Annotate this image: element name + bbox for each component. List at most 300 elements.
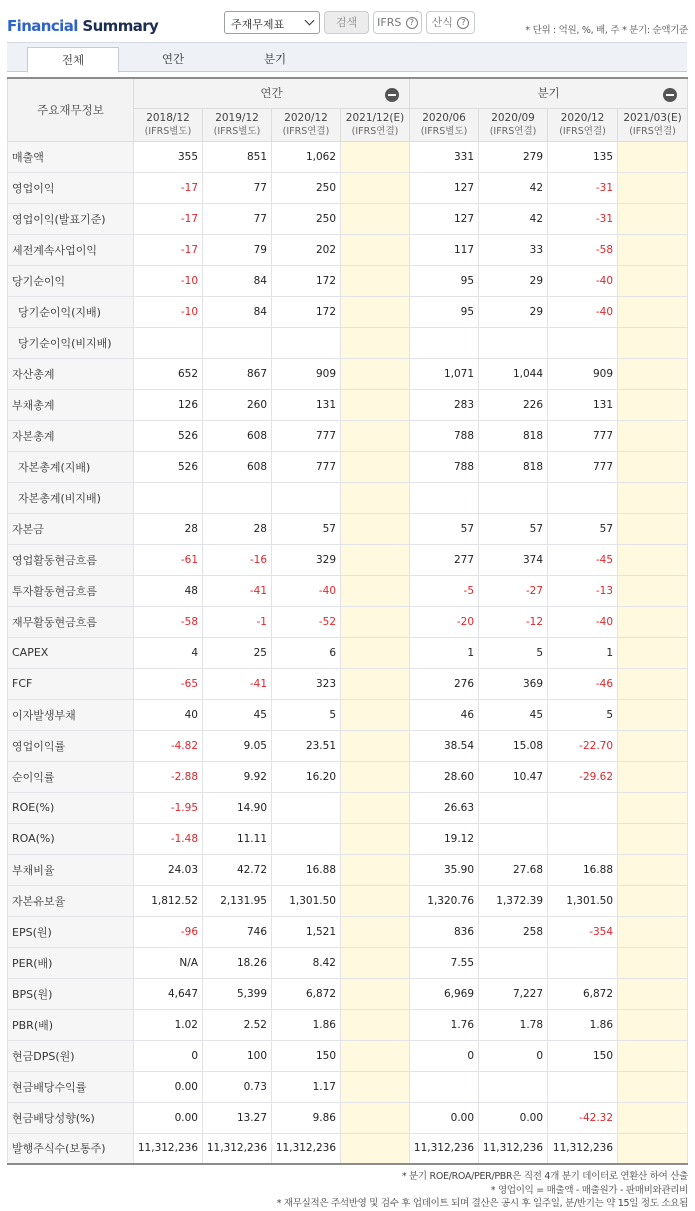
value-cell (341, 420, 410, 451)
row-label: 영업이익 (8, 172, 134, 203)
period-header (203, 108, 272, 141)
table-row (8, 1040, 688, 1071)
statement-type-value: 주재무제표 (231, 18, 285, 31)
table-row (8, 885, 688, 916)
quarter-group-label: 분기 (537, 86, 560, 101)
value-cell (618, 1133, 688, 1164)
value-cell: 28.60 (410, 761, 479, 792)
value-cell (341, 947, 410, 978)
value-cell: 1,044 (479, 358, 548, 389)
value-cell: 5,399 (203, 978, 272, 1009)
value-cell (618, 265, 688, 296)
period-tabs (7, 42, 687, 72)
value-cell (479, 482, 548, 513)
value-cell (272, 327, 341, 358)
value-cell: 526 (134, 420, 203, 451)
value-cell: 18.26 (203, 947, 272, 978)
value-cell: 7.55 (410, 947, 479, 978)
value-cell (618, 203, 688, 234)
value-cell: 608 (203, 420, 272, 451)
value-cell (341, 761, 410, 792)
row-label: PBR(배) (8, 1009, 134, 1040)
value-cell (203, 327, 272, 358)
value-cell: 851 (203, 141, 272, 172)
value-cell (548, 947, 618, 978)
value-cell (341, 1102, 410, 1133)
period-basis: (IFRS연결) (629, 125, 676, 137)
value-cell: 652 (134, 358, 203, 389)
value-cell: 1 (410, 637, 479, 668)
period-basis: (IFRS연결) (559, 125, 606, 137)
period-label: 2021/03(E) (623, 111, 682, 124)
value-cell: -45 (548, 544, 618, 575)
value-cell: 5 (479, 637, 548, 668)
statement-type-select[interactable] (224, 11, 320, 34)
value-cell: -4.82 (134, 730, 203, 761)
value-cell (341, 389, 410, 420)
value-cell: 1.86 (272, 1009, 341, 1040)
value-cell (548, 327, 618, 358)
value-cell: 1,372.39 (479, 885, 548, 916)
value-cell: 27.68 (479, 854, 548, 885)
value-cell (410, 1071, 479, 1102)
value-cell: 777 (272, 420, 341, 451)
value-cell: 818 (479, 451, 548, 482)
tab-annual[interactable]: 연간 (161, 52, 185, 66)
value-cell: 95 (410, 265, 479, 296)
value-cell (341, 668, 410, 699)
value-cell: 46 (410, 699, 479, 730)
value-cell: 33 (479, 234, 548, 265)
value-cell: 4,647 (134, 978, 203, 1009)
value-cell (548, 823, 618, 854)
value-cell: 11,312,236 (479, 1133, 548, 1164)
value-cell: 788 (410, 420, 479, 451)
row-label: 당기순이익(지배) (8, 296, 134, 327)
value-cell: 84 (203, 265, 272, 296)
value-cell: 16.88 (272, 854, 341, 885)
period-label: 2018/12 (146, 111, 190, 124)
chevron-down-icon (305, 16, 315, 26)
value-cell: 0.00 (410, 1102, 479, 1133)
value-cell: 818 (479, 420, 548, 451)
value-cell: 1.76 (410, 1009, 479, 1040)
value-cell: -40 (548, 296, 618, 327)
value-cell: -10 (134, 296, 203, 327)
value-cell (341, 141, 410, 172)
value-cell: 100 (203, 1040, 272, 1071)
row-label: 세전계속사업이익 (8, 234, 134, 265)
value-cell (341, 544, 410, 575)
value-cell: -96 (134, 916, 203, 947)
value-cell (341, 885, 410, 916)
period-basis: (IFRS별도) (420, 125, 468, 137)
value-cell (618, 854, 688, 885)
table-row (8, 358, 688, 389)
value-cell: -5 (410, 575, 479, 606)
value-cell: -65 (134, 668, 203, 699)
value-cell: -41 (203, 668, 272, 699)
value-cell (341, 606, 410, 637)
value-cell: -20 (410, 606, 479, 637)
value-cell: 1.17 (272, 1071, 341, 1102)
table-row (8, 265, 688, 296)
value-cell: -52 (272, 606, 341, 637)
value-cell (341, 513, 410, 544)
value-cell: 0 (410, 1040, 479, 1071)
value-cell (618, 730, 688, 761)
period-header (618, 108, 688, 141)
value-cell (341, 296, 410, 327)
table-row (8, 1133, 688, 1164)
table-row (8, 451, 688, 482)
table-row (8, 1071, 688, 1102)
period-label: 2020/06 (422, 111, 466, 124)
value-cell: 42.72 (203, 854, 272, 885)
value-cell: 117 (410, 234, 479, 265)
value-cell: 0.00 (479, 1102, 548, 1133)
value-cell (618, 451, 688, 482)
value-cell (479, 1071, 548, 1102)
value-cell: 867 (203, 358, 272, 389)
value-cell: -22.70 (548, 730, 618, 761)
ifrs-help-button[interactable] (373, 11, 422, 34)
value-cell: 1,812.52 (134, 885, 203, 916)
value-cell: -40 (272, 575, 341, 606)
value-cell (341, 1133, 410, 1164)
table-row (8, 854, 688, 885)
row-label: EPS(원) (8, 916, 134, 947)
value-cell (618, 1040, 688, 1071)
value-cell: 11,312,236 (548, 1133, 618, 1164)
value-cell: 5 (548, 699, 618, 730)
value-cell: 277 (410, 544, 479, 575)
value-cell (618, 327, 688, 358)
value-cell: -46 (548, 668, 618, 699)
corner-header: 주요재무정보 (8, 78, 134, 141)
row-label: 부채비율 (8, 854, 134, 885)
annual-group-label: 연간 (260, 86, 283, 101)
table-row (8, 916, 688, 947)
row-label: BPS(원) (8, 978, 134, 1009)
value-cell: 42 (479, 172, 548, 203)
value-cell (618, 420, 688, 451)
value-cell: 202 (272, 234, 341, 265)
value-cell: 258 (479, 916, 548, 947)
row-label: 자본유보율 (8, 885, 134, 916)
footnote: * 영업이익 = 매출액 - 매출원가 - 판매비와관리비 (490, 1184, 688, 1196)
row-label: 이자발생부채 (8, 699, 134, 730)
tab-quarterly[interactable]: 분기 (263, 52, 287, 66)
footnote: * 재무실적은 주석반영 및 검수 후 업데이트 되며 결산은 공시 후 일주일, 분/반기는 약 15일 정도 소요됨 (276, 1198, 688, 1209)
value-cell (548, 1071, 618, 1102)
table-row (8, 947, 688, 978)
table-row (8, 606, 688, 637)
value-cell: 9.05 (203, 730, 272, 761)
table-row (8, 296, 688, 327)
value-cell: -58 (134, 606, 203, 637)
row-label: 매출액 (8, 141, 134, 172)
value-cell: 84 (203, 296, 272, 327)
value-cell (341, 575, 410, 606)
value-cell: 0 (134, 1040, 203, 1071)
value-cell: 16.20 (272, 761, 341, 792)
table-row (8, 699, 688, 730)
value-cell: -61 (134, 544, 203, 575)
value-cell: 11,312,236 (203, 1133, 272, 1164)
value-cell: 9.92 (203, 761, 272, 792)
value-cell: 150 (548, 1040, 618, 1071)
table-row (8, 327, 688, 358)
value-cell: 45 (479, 699, 548, 730)
value-cell (341, 730, 410, 761)
value-cell (341, 978, 410, 1009)
table-row (8, 172, 688, 203)
financial-summary-table (7, 77, 688, 1165)
value-cell: 5 (272, 699, 341, 730)
value-cell: 1,071 (410, 358, 479, 389)
ifrs-label: IFRS (377, 16, 402, 29)
value-cell: 150 (272, 1040, 341, 1071)
value-cell: 1.78 (479, 1009, 548, 1040)
value-cell: -12 (479, 606, 548, 637)
value-cell: -354 (548, 916, 618, 947)
value-cell: 29 (479, 265, 548, 296)
value-cell (134, 327, 203, 358)
value-cell: -29.62 (548, 761, 618, 792)
value-cell: 6,872 (272, 978, 341, 1009)
value-cell: 79 (203, 234, 272, 265)
value-cell: 1 (548, 637, 618, 668)
value-cell: 323 (272, 668, 341, 699)
table-body (8, 141, 688, 1164)
table-row (8, 482, 688, 513)
top-bar (0, 0, 695, 42)
period-basis: (IFRS별도) (144, 125, 192, 137)
value-cell (341, 234, 410, 265)
value-cell: 909 (272, 358, 341, 389)
value-cell: -27 (479, 575, 548, 606)
collapse-quarter-icon[interactable] (663, 88, 677, 102)
value-cell: 2.52 (203, 1009, 272, 1040)
value-cell (479, 947, 548, 978)
value-cell: 1,320.76 (410, 885, 479, 916)
value-cell (618, 947, 688, 978)
row-label: 현금배당성향(%) (8, 1102, 134, 1133)
value-cell (272, 792, 341, 823)
row-label: 당기순이익 (8, 265, 134, 296)
value-cell: 77 (203, 203, 272, 234)
value-cell (479, 823, 548, 854)
table-row (8, 513, 688, 544)
value-cell: 57 (272, 513, 341, 544)
value-cell: 95 (410, 296, 479, 327)
row-label: ROE(%) (8, 792, 134, 823)
value-cell (341, 1071, 410, 1102)
value-cell: 57 (548, 513, 618, 544)
value-cell (618, 885, 688, 916)
value-cell: 48 (134, 575, 203, 606)
value-cell: 57 (479, 513, 548, 544)
period-header (341, 108, 410, 141)
value-cell: 279 (479, 141, 548, 172)
value-cell (618, 1009, 688, 1040)
table-row (8, 668, 688, 699)
value-cell (410, 482, 479, 513)
value-cell (341, 203, 410, 234)
value-cell: 0 (479, 1040, 548, 1071)
value-cell (618, 668, 688, 699)
value-cell (479, 327, 548, 358)
title-part-summary: Summary (82, 17, 159, 35)
collapse-annual-icon[interactable] (385, 88, 399, 102)
value-cell: -40 (548, 606, 618, 637)
value-cell (618, 1102, 688, 1133)
row-label: 영업활동현금흐름 (8, 544, 134, 575)
value-cell (618, 606, 688, 637)
period-header (272, 108, 341, 141)
value-cell: 35.90 (410, 854, 479, 885)
row-label: 자산총계 (8, 358, 134, 389)
value-cell: 38.54 (410, 730, 479, 761)
table-row (8, 389, 688, 420)
table-row (8, 978, 688, 1009)
value-cell (341, 637, 410, 668)
value-cell: 135 (548, 141, 618, 172)
period-basis: (IFRS연결) (282, 125, 330, 137)
value-cell: 40 (134, 699, 203, 730)
annual-group-header (134, 78, 410, 108)
value-cell (548, 792, 618, 823)
value-cell: 250 (272, 203, 341, 234)
value-cell: 23.51 (272, 730, 341, 761)
row-label: 현금DPS(원) (8, 1040, 134, 1071)
row-label: CAPEX (8, 637, 134, 668)
value-cell: 1,062 (272, 141, 341, 172)
question-icon: ? (406, 17, 418, 29)
value-cell: 4 (134, 637, 203, 668)
period-label: 2021/12(E) (345, 111, 405, 124)
period-label: 2020/12 (560, 111, 605, 124)
table-row (8, 823, 688, 854)
value-cell: 127 (410, 172, 479, 203)
value-cell: 788 (410, 451, 479, 482)
value-cell: -1.95 (134, 792, 203, 823)
value-cell: N/A (134, 947, 203, 978)
value-cell: 127 (410, 203, 479, 234)
row-label: 재무활동현금흐름 (8, 606, 134, 637)
footnote: * 분기 ROE/ROA/PER/PBR은 직전 4개 분기 데이터로 연환산 하여 산출 (401, 1171, 688, 1182)
value-cell (618, 699, 688, 730)
row-label: 자본금 (8, 513, 134, 544)
table-row (8, 792, 688, 823)
value-cell: -17 (134, 172, 203, 203)
row-label: 자본총계(비지배) (8, 482, 134, 513)
value-cell (341, 327, 410, 358)
value-cell: 57 (410, 513, 479, 544)
value-cell: 0.00 (134, 1102, 203, 1133)
period-label: 2020/09 (491, 111, 535, 124)
value-cell: 6,969 (410, 978, 479, 1009)
value-cell (341, 1009, 410, 1040)
value-cell (618, 172, 688, 203)
formula-help-button[interactable] (426, 11, 475, 34)
value-cell: -10 (134, 265, 203, 296)
section-title (7, 17, 158, 35)
value-cell (618, 978, 688, 1009)
value-cell: 2,131.95 (203, 885, 272, 916)
value-cell: 16.88 (548, 854, 618, 885)
title-part-financial: Financial (7, 17, 78, 35)
value-cell: 19.12 (410, 823, 479, 854)
value-cell (618, 141, 688, 172)
table-row (8, 234, 688, 265)
value-cell (618, 358, 688, 389)
quarter-group-header (410, 78, 688, 108)
row-label: 부채총계 (8, 389, 134, 420)
period-header (479, 108, 548, 141)
value-cell: -41 (203, 575, 272, 606)
value-cell (618, 234, 688, 265)
search-button[interactable]: 검색 (324, 11, 369, 34)
value-cell (341, 358, 410, 389)
value-cell: 0.73 (203, 1071, 272, 1102)
value-cell: 24.03 (134, 854, 203, 885)
value-cell: 8.42 (272, 947, 341, 978)
tab-all[interactable]: 전체 (27, 47, 119, 73)
value-cell: -17 (134, 234, 203, 265)
value-cell: 172 (272, 296, 341, 327)
value-cell: 0.00 (134, 1071, 203, 1102)
value-cell: 836 (410, 916, 479, 947)
period-header (134, 108, 203, 141)
value-cell: -1 (203, 606, 272, 637)
table-row (8, 203, 688, 234)
value-cell: 7,227 (479, 978, 548, 1009)
value-cell: 10.47 (479, 761, 548, 792)
table-row (8, 730, 688, 761)
value-cell: -31 (548, 203, 618, 234)
value-cell: 13.27 (203, 1102, 272, 1133)
value-cell (618, 1071, 688, 1102)
value-cell (341, 451, 410, 482)
period-basis: (IFRS연결) (351, 125, 399, 137)
value-cell: 25 (203, 637, 272, 668)
value-cell: 131 (272, 389, 341, 420)
value-cell: 172 (272, 265, 341, 296)
value-cell (341, 916, 410, 947)
value-cell (341, 482, 410, 513)
value-cell: 526 (134, 451, 203, 482)
formula-label: 산식 (431, 16, 453, 29)
value-cell: 777 (272, 451, 341, 482)
value-cell: 126 (134, 389, 203, 420)
value-cell: 28 (134, 513, 203, 544)
period-header (548, 108, 618, 141)
row-label: 순이익률 (8, 761, 134, 792)
row-label: 영업이익률 (8, 730, 134, 761)
footnotes (277, 1170, 688, 1211)
value-cell: 1,301.50 (272, 885, 341, 916)
value-cell: 746 (203, 916, 272, 947)
value-cell (272, 482, 341, 513)
table-row (8, 141, 688, 172)
period-basis: (IFRS연결) (489, 125, 537, 137)
value-cell: 331 (410, 141, 479, 172)
value-cell: 1.02 (134, 1009, 203, 1040)
value-cell: 131 (548, 389, 618, 420)
value-cell: 226 (479, 389, 548, 420)
